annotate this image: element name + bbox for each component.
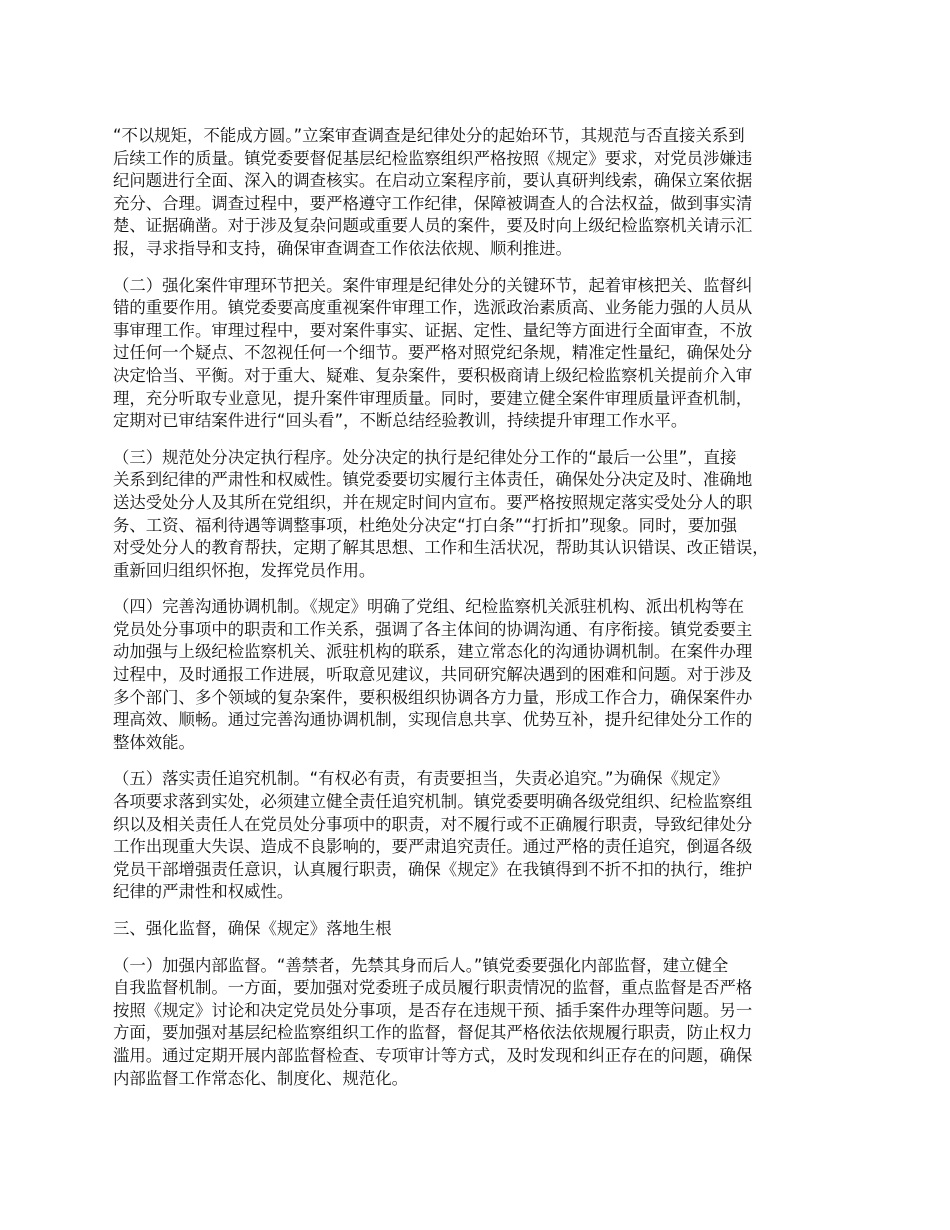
text-line: 织以及相关责任人在党员处分事项中的职责，对不履行或不正确履行职责，导致纪律处分: [113, 814, 753, 834]
text-line: 自我监督机制。一方面，要加强对党委班子成员履行职责情况的监督，重点监督是否严格: [113, 978, 753, 998]
text-line: 送达受处分人及其所在党组织，并在规定时间内宣布。要严格按照规定落实受处分人的职: [113, 492, 753, 512]
text-line: 按照《规定》讨论和决定党员处分事项，是否存在违规干预、插手案件办理等问题。另一: [113, 1000, 753, 1020]
text-line: 党员处分事项中的职责和工作关系，强调了各主体间的协调沟通、有序衔接。镇党委要主: [113, 619, 753, 639]
text-line: 工作出现重大失误、造成不良影响的，要严肃追究责任。通过严格的责任追究，倒逼各级: [113, 837, 753, 857]
paragraph-case-review: [113, 275, 848, 433]
text-line: 整体效能。: [113, 732, 195, 752]
text-line: 对受处分人的教育帮扶，定期了解其思想、工作和生活状况，帮助其认识错误、改正错误，: [113, 538, 769, 558]
text-line: 过任何一个疑点、不忽视任何一个细节。要严格对照党纪条规，精准定性量纪，确保处分: [113, 343, 753, 363]
text-line: （四）完善沟通协调机制。《规定》明确了党组、纪检监察机关派驻机构、派出机构等在: [113, 597, 745, 617]
text-line: “不以规矩，不能成方圆。”立案审查调查是纪律处分的起始环节，其规范与否直接关系到: [113, 126, 745, 145]
text-line: （五）落实责任追究机制。“有权必有责，有责要担当，失责必追究。”为确保《规定》: [113, 769, 729, 789]
text-line: 理，充分听取专业意见，提升案件审理质量。同时，要建立健全案件审理质量评查机制，: [113, 388, 753, 408]
text-line: 后续工作的质量。镇党委要督促基层纪检监察组织严格按照《规定》要求，对党员涉嫌违: [113, 148, 753, 168]
section-heading: [113, 918, 848, 941]
text-line: 事审理工作。审理过程中，要对案件事实、证据、定性、量纪等方面进行全面审查，不放: [113, 320, 753, 340]
text-line: 动加强与上级纪检监察机关、派驻机构的联系，建立常态化的沟通协调机制。在案件办理: [113, 642, 753, 662]
text-line: 纪律的严肃性和权威性。: [113, 882, 294, 902]
text-line: （三）规范处分决定执行程序。处分决定的执行是纪律处分工作的“最后一公里”，直接: [113, 447, 737, 467]
text-line: 重新回归组织怀抱，发挥党员作用。: [113, 560, 376, 580]
text-line: （一）加强内部监督。“善禁者，先禁其身而后人。”镇党委要强化内部监督，建立健全: [113, 955, 729, 975]
text-line: （二）强化案件审理环节把关。案件审理是纪律处分的关键环节，起着审核把关、监督纠: [113, 275, 753, 295]
paragraph-coordination: [113, 596, 848, 754]
text-line: 决定恰当、平衡。对于重大、疑难、复杂案件，要积极商请上级纪检监察机关提前介入审: [113, 365, 753, 385]
text-line: 过程中，及时通报工作进展，听取意见建议，共同研究解决遇到的困难和问题。对于涉及: [113, 665, 753, 685]
document-page: [113, 125, 848, 1104]
text-line: 错的重要作用。镇党委要高度重视案件审理工作，选派政治素质高、业务能力强的人员从: [113, 298, 753, 318]
text-line: 内部监督工作常态化、制度化、规范化。: [113, 1068, 409, 1088]
text-line: 方面，要加强对基层纪检监察组织工作的监督，督促其严格依法依规履行职责，防止权力: [113, 1023, 753, 1043]
paragraph-internal-supervision: [113, 955, 848, 1091]
section-heading-text: 三、强化监督，确保《规定》落地生根: [113, 919, 392, 938]
paragraph-decision-execution: [113, 447, 848, 583]
text-line: 多个部门、多个领域的复杂案件，要积极组织协调各方力量，形成工作合力，确保案件办: [113, 687, 753, 707]
text-line: 务、工资、福利待遇等调整事项，杜绝处分决定“打白条”“打折扣”现象。同时，要加强: [113, 515, 738, 535]
paragraph-case-investigation: [113, 125, 848, 261]
text-line: 各项要求落到实处，必须建立健全责任追究机制。镇党委要明确各级党组织、纪检监察组: [113, 792, 753, 812]
text-line: 党员干部增强责任意识，认真履行职责，确保《规定》在我镇得到不折不扣的执行，维护: [113, 859, 753, 879]
paragraph-accountability: [113, 768, 848, 904]
text-line: 纪问题进行全面、深入的调查核实。在启动立案程序前，要认真研判线索，确保立案依据: [113, 171, 753, 191]
text-line: 定期对已审结案件进行“回头看”，不断总结经验教训，持续提升审理工作水平。: [113, 411, 688, 431]
text-line: 充分、合理。调查过程中，要严格遵守工作纪律，保障被调查人的合法权益，做到事实清: [113, 193, 753, 213]
text-line: 报，寻求指导和支持，确保审查调查工作依法依规、顺利推进。: [113, 238, 572, 258]
text-line: 滥用。通过定期开展内部监督检查、专项审计等方式，及时发现和纠正存在的问题，确保: [113, 1045, 753, 1065]
text-line: 理高效、顺畅。通过完善沟通协调机制，实现信息共享、优势互补，提升纪律处分工作的: [113, 710, 753, 730]
text-line: 关系到纪律的严肃性和权威性。镇党委要切实履行主体责任，确保处分决定及时、准确地: [113, 470, 753, 490]
text-line: 楚、证据确凿。对于涉及复杂问题或重要人员的案件，要及时向上级纪检监察机关请示汇: [113, 216, 753, 236]
